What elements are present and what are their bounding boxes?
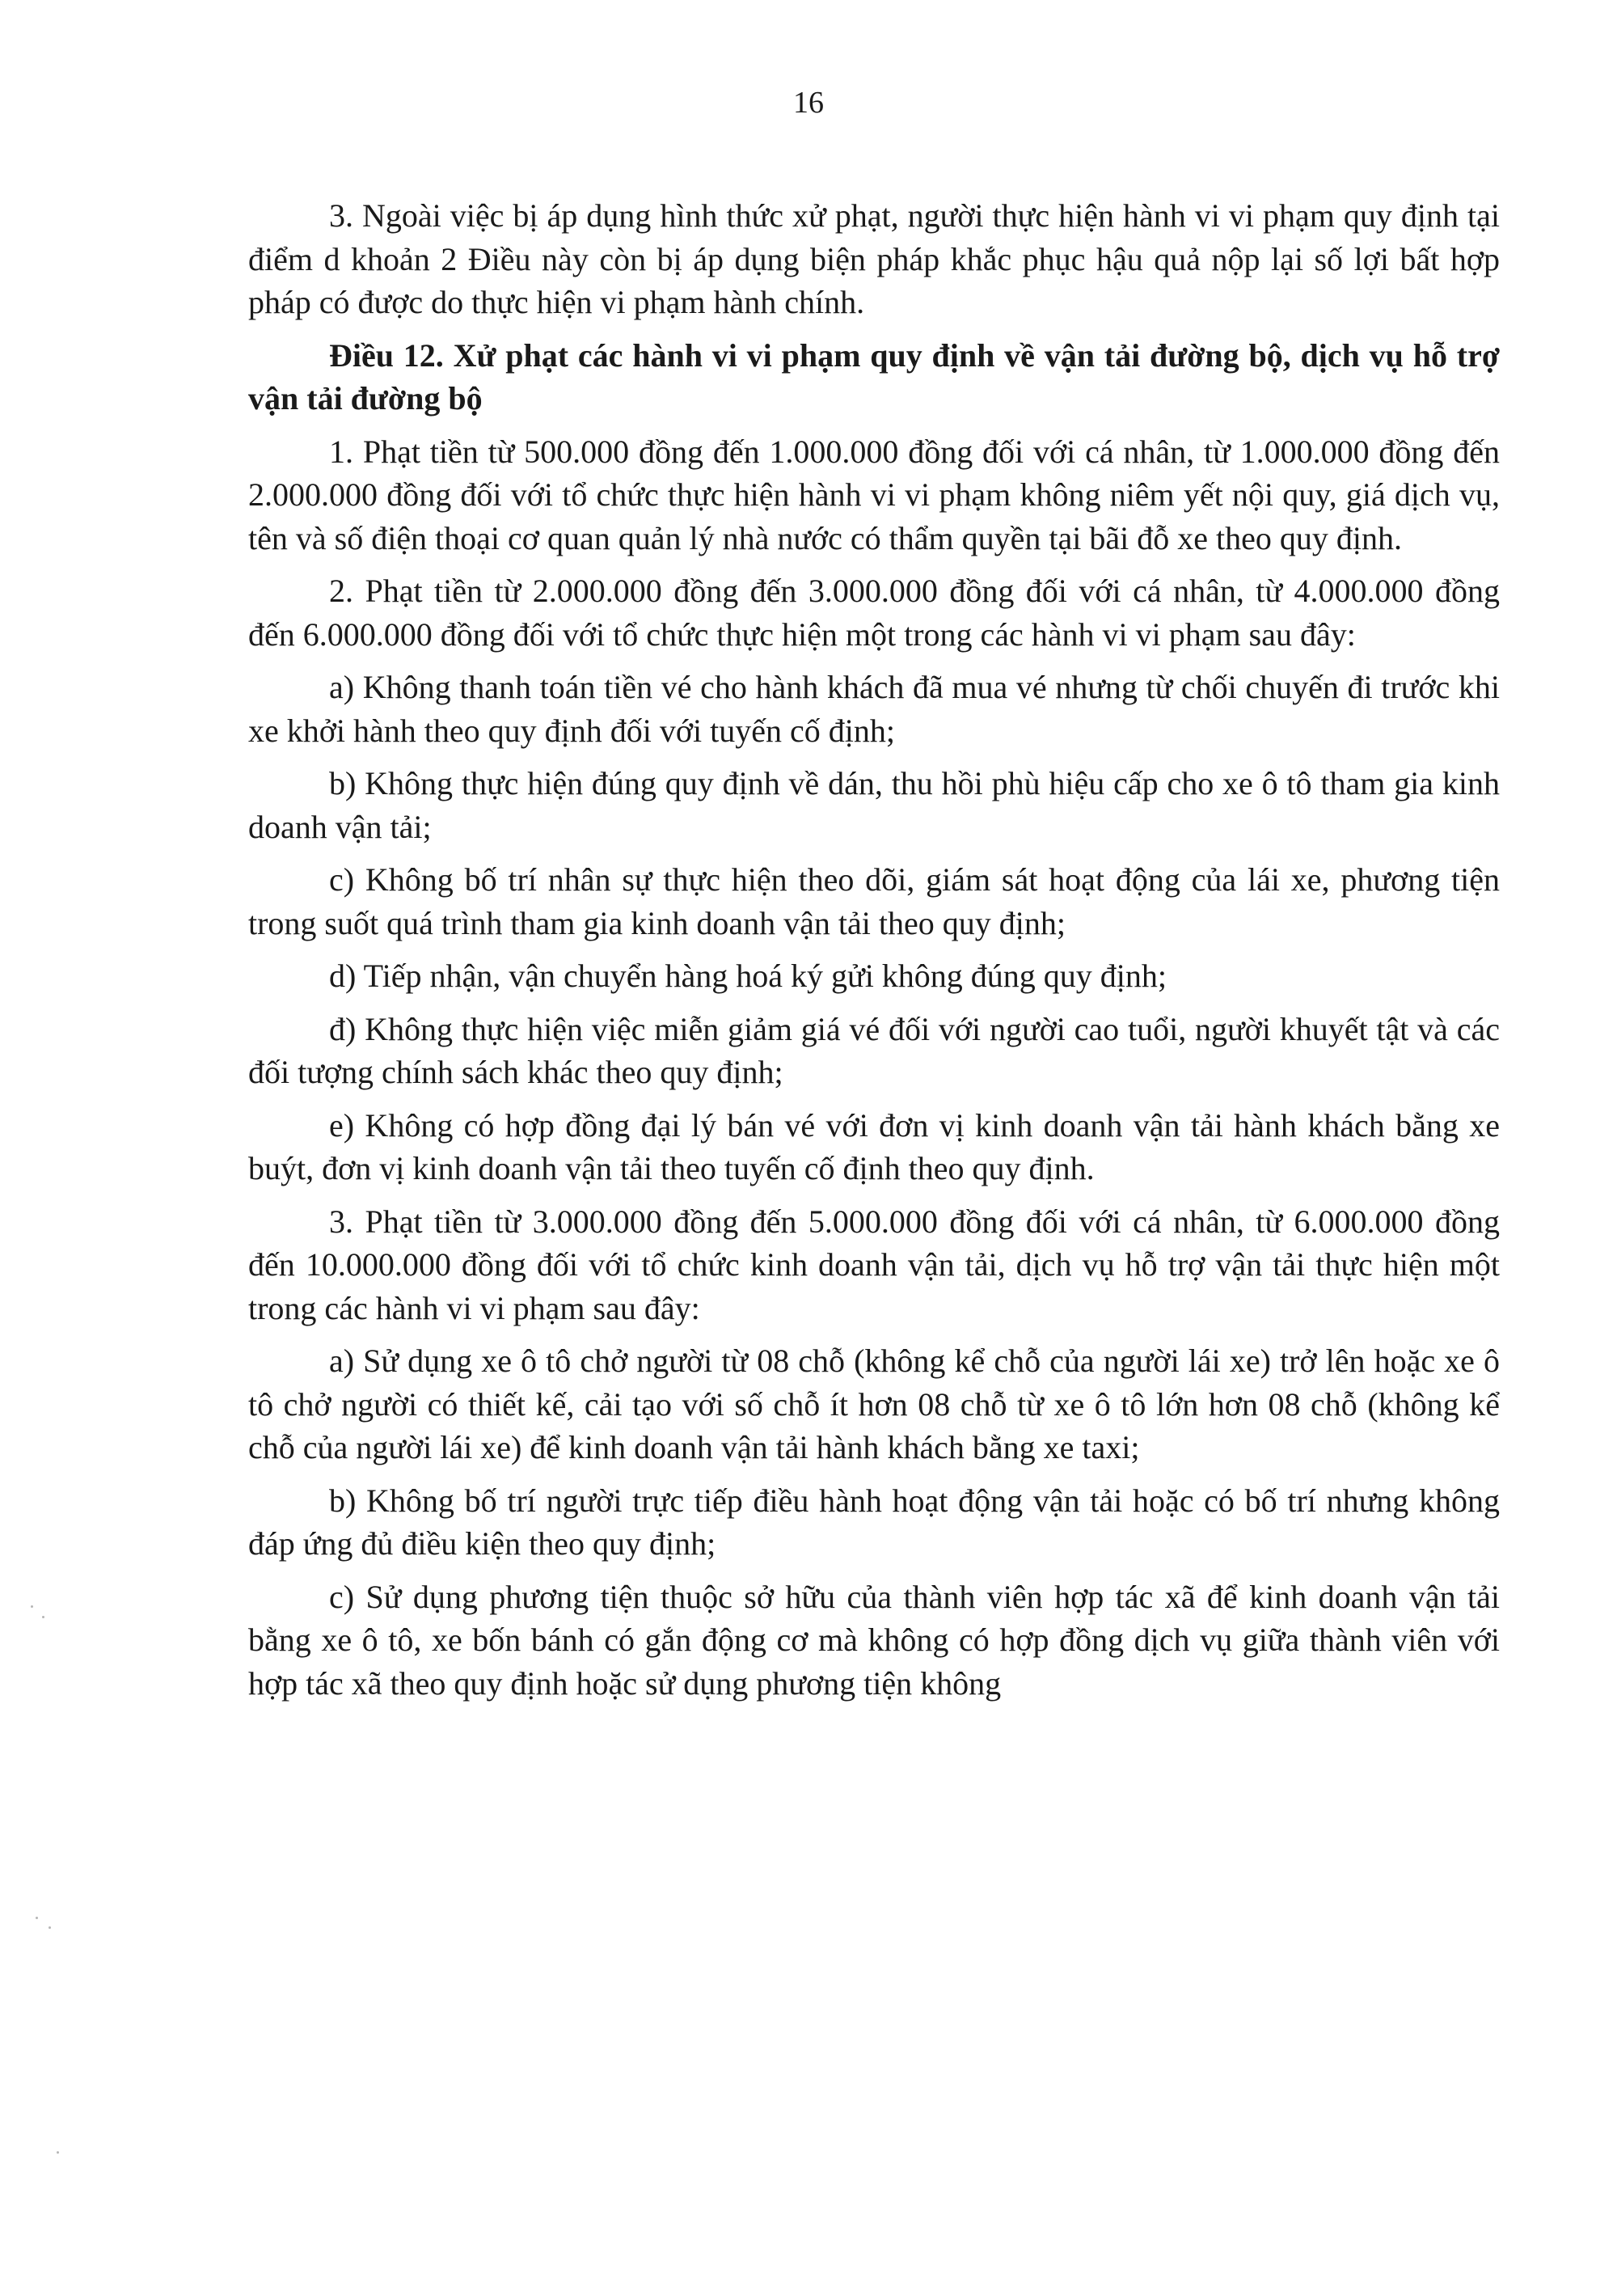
clause-2-point-e: e) Không có hợp đồng đại lý bán vé với đơn vị kinh doanh vận tải hành khách bằng xe buýt, đơn vị kinh doanh vận tải theo tuyến cố định theo quy định. <box>248 1106 1500 1186</box>
paragraph-clause-1: 1. Phạt tiền từ 500.000 đồng đến 1.000.000 đồng đối với cá nhân, từ 1.000.000 đồng đến 2.000.000 đồng đối với tổ chức thực hiện hành vi vi phạm không niêm yết nội quy, giá dịch vụ, tên và số điện thoại cơ quan quản lý nhà nước có thẩm quyền tại bãi đỗ xe theo quy định. <box>248 433 1500 556</box>
scan-speck <box>31 1605 33 1608</box>
clause-3-point-c: c) Sử dụng phương tiện thuộc sở hữu của thành viên hợp tác xã để kinh doanh vận tải bằng xe ô tô, xe bốn bánh có gắn động cơ mà không có hợp đồng dịch vụ giữa thành viên với hợp tác xã theo quy định hoặc sử dụng phương tiện không <box>248 1578 1500 1702</box>
scan-speck <box>36 1917 38 1919</box>
paragraph-clause-3-remedy: 3. Ngoài việc bị áp dụng hình thức xử phạt, người thực hiện hành vi vi phạm quy định tại điểm d khoản 2 Điều này còn bị áp dụng biện pháp khắc phục hậu quả nộp lại số lợi bất hợp pháp có được do thực hiện vi phạm hành chính. <box>248 197 1500 320</box>
article-12-heading: Điều 12. Xử phạt các hành vi vi phạm quy định về vận tải đường bộ, dịch vụ hỗ trợ vận tải đường bộ <box>248 336 1500 416</box>
document-body <box>248 194 1500 1715</box>
page-number: 16 <box>793 86 824 120</box>
scan-speck <box>49 1926 51 1929</box>
clause-2-point-dd: đ) Không thực hiện việc miễn giảm giá vé đối với người cao tuổi, người khuyết tật và các đối tượng chính sách khác theo quy định; <box>248 1010 1500 1090</box>
clause-3-point-b: b) Không bố trí người trực tiếp điều hành hoạt động vận tải hoặc có bố trí nhưng không đáp ứng đủ điều kiện theo quy định; <box>248 1482 1500 1562</box>
paragraph-clause-2: 2. Phạt tiền từ 2.000.000 đồng đến 3.000.000 đồng đối với cá nhân, từ 4.000.000 đồng đến 6.000.000 đồng đối với tổ chức thực hiện một trong các hành vi vi phạm sau đây: <box>248 573 1500 653</box>
clause-2-point-a: a) Không thanh toán tiền vé cho hành khách đã mua vé nhưng từ chối chuyến đi trước khi xe khởi hành theo quy định đối với tuyến cố định; <box>248 669 1500 749</box>
clause-2-point-d: d) Tiếp nhận, vận chuyển hàng hoá ký gửi không đúng quy định; <box>329 958 1167 994</box>
scan-speck <box>42 1616 44 1618</box>
paragraph-clause-3: 3. Phạt tiền từ 3.000.000 đồng đến 5.000.000 đồng đối với cá nhân, từ 6.000.000 đồng đến 10.000.000 đồng đối với tổ chức kinh doanh vận tải, dịch vụ hỗ trợ vận tải thực hiện một trong các hành vi vi phạm sau đây: <box>248 1203 1500 1326</box>
scan-speck <box>57 2151 59 2154</box>
clause-2-point-b: b) Không thực hiện đúng quy định về dán, thu hồi phù hiệu cấp cho xe ô tô tham gia kinh doanh vận tải; <box>248 765 1500 845</box>
clause-2-point-c: c) Không bố trí nhân sự thực hiện theo dõi, giám sát hoạt động của lái xe, phương tiện trong suốt quá trình tham gia kinh doanh vận tải theo quy định; <box>248 861 1500 941</box>
clause-3-point-a: a) Sử dụng xe ô tô chở người từ 08 chỗ (không kể chỗ của người lái xe) trở lên hoặc xe ô tô chở người có thiết kế, cải tạo với số chỗ ít hơn 08 chỗ từ xe ô tô lớn hơn 08 chỗ (không kể chỗ của người lái xe) để kinh doanh vận tải hành khách bằng xe taxi; <box>248 1343 1500 1465</box>
